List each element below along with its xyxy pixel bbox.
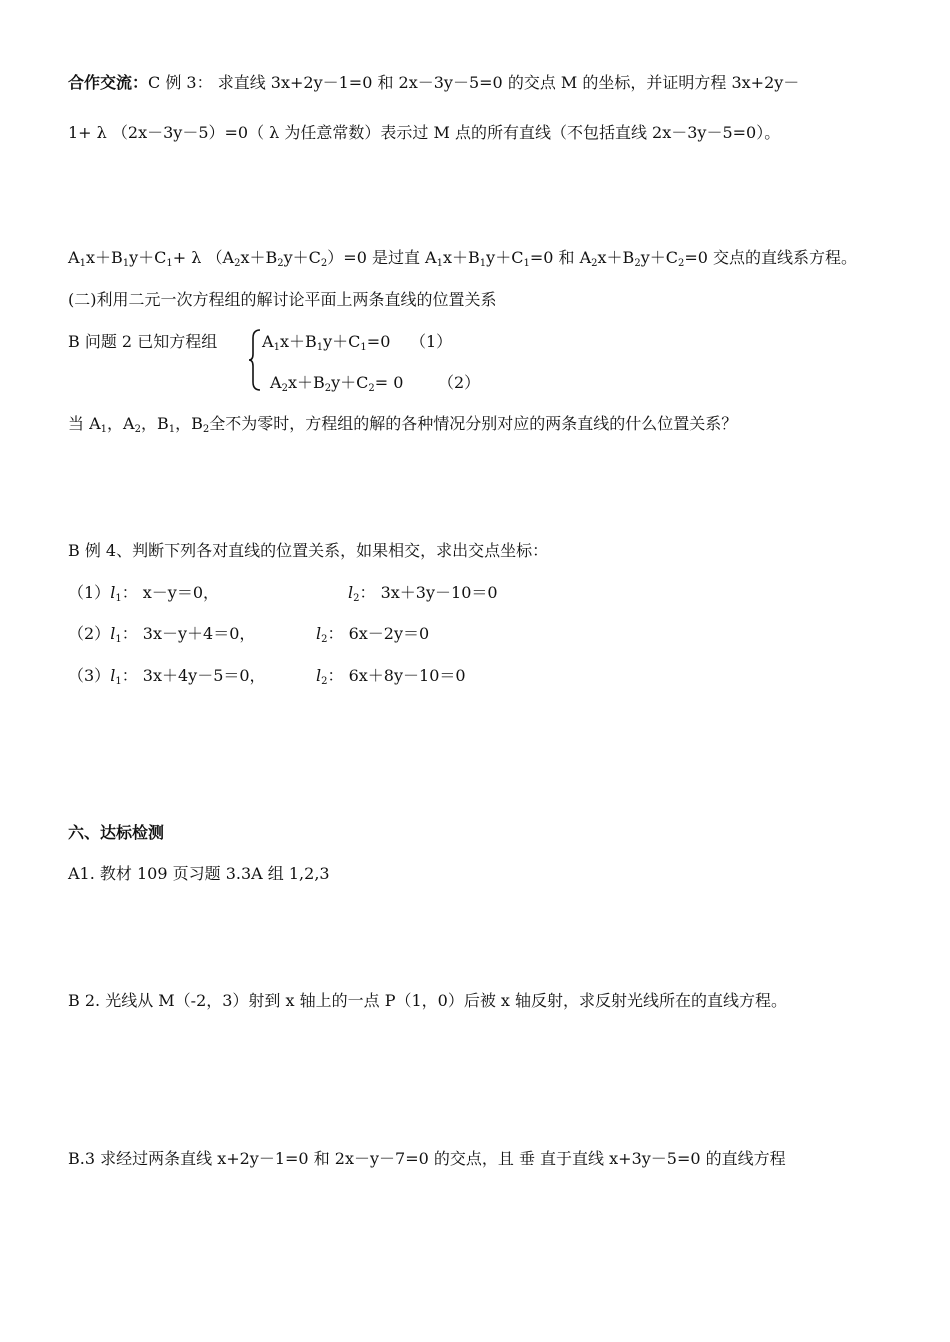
line-sub: 2 [321,634,328,645]
eq-text: x＋B [279,332,317,351]
eq-sub: 1 [273,342,280,353]
equation-1 [262,331,390,353]
ls-text: y＋C [486,248,524,267]
example4-item-3-line2 [316,665,466,687]
ls-sub: 2 [634,258,641,269]
equation-brace [248,328,262,392]
line-equation: ： 6x＋8y－10＝0 [327,666,466,685]
q-text: 当 A [68,414,101,433]
equation-1-number: （1） [410,332,453,351]
line-symbol: l [316,624,322,643]
section6-title: 六、达标检测 [68,823,165,842]
ls-text: x＋B [442,248,480,267]
equation-2-number: （2） [438,373,481,392]
line-equation: ： 6x－2y＝0 [327,624,430,643]
line-sub: 1 [115,593,122,604]
line-equation: ： 3x＋3y－10＝0 [359,583,498,602]
line-symbol: l [348,583,354,602]
ls-text: y＋C [640,248,678,267]
eq-text: =0 [366,332,391,351]
eq-text: A [262,332,274,351]
ls-sub: 1 [79,258,86,269]
q-sub: 1 [168,424,176,435]
ls-text: + λ （A [172,248,235,267]
cooperation-line-2: 1+ λ （2x－3y－5）=0（ λ 为任意常数）表示过 M 点的所有直线（不包括直线 2x－3y－5=0）。 [68,123,781,142]
ls-sub: 1 [479,258,487,269]
eq-text: y＋C [323,332,361,351]
ls-sub: 2 [320,258,328,269]
ls-sub: 1 [436,258,443,269]
line-symbol: l [110,624,116,643]
ls-sub: 1 [166,258,173,269]
line-sub: 1 [115,634,122,645]
q-text: 全不为零时，方程组的解的各种情况分别对应的两条直线的什么位置关系？ [209,414,738,433]
exercise-b3: B.3 求经过两条直线 x+2y－1=0 和 2x－y－7=0 的交点，且 垂 直于直线 x+3y－5=0 的直线方程 [68,1149,786,1168]
eq-text: A [270,373,282,392]
cooperation-label: 合作交流： [68,73,149,92]
ls-text: y＋C [283,248,321,267]
item-number: （1） [68,583,111,602]
exercise-b2: B 2. 光线从 M（-2，3）射到 x 轴上的一点 P（1，0）后被 x 轴反射，求反射光线所在的直线方程。 [68,991,788,1010]
eq-sub: 2 [281,383,288,394]
line-equation: ： 3x－y＋4＝0， [121,624,256,643]
line-sub: 2 [353,593,360,604]
ls-sub: 1 [122,258,130,269]
ls-text: A [68,248,80,267]
line-equation: ： 3x＋4y－5＝0， [121,666,266,685]
ls-text: x＋B [597,248,635,267]
example4-title: B 例 4、判断下列各对直线的位置关系，如果相交，求出交点坐标： [68,541,549,560]
ls-sub: 2 [234,258,241,269]
ls-text: =0 和 A [529,248,592,267]
ls-text: y＋C [129,248,167,267]
section2-title: (二)利用二元一次方程组的解讨论平面上两条直线的位置关系 [68,290,497,309]
line-sub: 2 [321,676,328,687]
line-sub: 1 [115,676,122,687]
eq-text: y＋C [331,373,369,392]
ls-text: ）=0 是过直 A [327,248,437,267]
example4-item-1 [68,582,219,604]
item-number: （2） [68,624,111,643]
line-symbol: l [316,666,322,685]
ls-sub: 2 [277,258,284,269]
example3-text-1: C 例 3： 求直线 3x+2y－1=0 和 2x－3y－5=0 的交点 M 的坐标，并证明方程 3x+2y－ [148,73,800,92]
q-text: ，A [107,414,135,433]
line-symbol: l [110,583,116,602]
example4-item-2 [68,623,255,645]
q-text: ，B [140,414,169,433]
example4-item-3 [68,665,266,687]
eq-sub: 1 [316,342,324,353]
q-text: ，B [175,414,203,433]
cooperation-line-1 [68,72,799,94]
eq-text: x＋B [287,373,325,392]
ls-sub: 2 [591,258,598,269]
eq-sub: 2 [324,383,332,394]
example4-item-1-line2 [348,582,498,604]
equation-2 [270,372,403,394]
line-symbol: l [110,666,116,685]
eq-sub: 1 [360,342,367,353]
problem2-question [68,413,737,435]
q-sub: 2 [202,424,210,435]
line-system-statement [68,247,857,269]
exercise-a1: A1. 教材 109 页习题 3.3A 组 1,2,3 [68,864,330,883]
ls-sub: 2 [678,258,685,269]
q-sub: 1 [100,424,108,435]
q-sub: 2 [134,424,141,435]
ls-text: x＋B [85,248,123,267]
ls-text: x＋B [240,248,278,267]
example4-item-2-line2 [316,623,429,645]
eq-sub: 2 [368,383,375,394]
ls-sub: 1 [523,258,530,269]
ls-text: =0 交点的直线系方程。 [684,248,858,267]
eq-text: = 0 [374,373,404,392]
problem2-label: B 问题 2 已知方程组 [68,332,218,351]
item-number: （3） [68,666,111,685]
line-equation: ： x－y＝0， [121,583,220,602]
